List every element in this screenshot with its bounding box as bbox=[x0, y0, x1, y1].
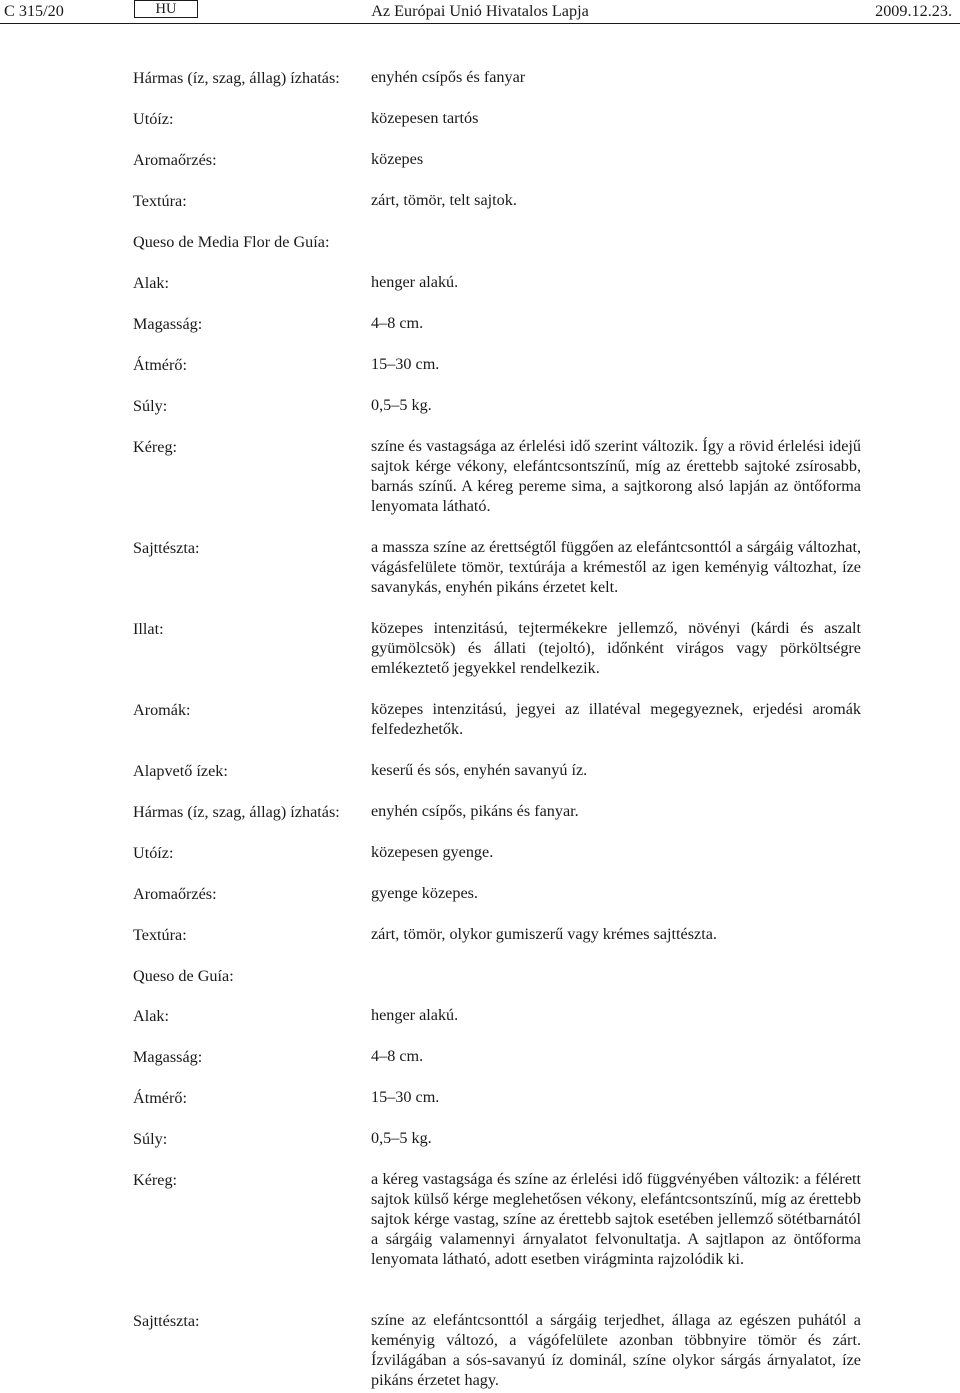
language-badge: HU bbox=[134, 0, 198, 18]
spec-label: Utóíz: bbox=[133, 844, 174, 862]
spec-value: henger alakú. bbox=[371, 1006, 459, 1024]
spec-label: Aromák: bbox=[133, 701, 191, 719]
spec-label: Kéreg: bbox=[133, 438, 178, 456]
spec-value: keserű és sós, enyhén savanyú íz. bbox=[371, 761, 588, 779]
spec-value: enyhén csípős, pikáns és fanyar. bbox=[371, 802, 579, 820]
spec-value: 4–8 cm. bbox=[371, 1047, 424, 1065]
spec-label: Aromaőrzés: bbox=[133, 885, 217, 903]
spec-value: a kéreg vastagsága és színe az érlelési idő függvényében változik: a félérett sajtok külső kérge meglehetősen vékony, elefántcsontszínű, míg az érettebb sajtok kérge vastag, színe az érettebb sajtok esetében jellemző sötétbarnától a sárgáig valamennyi árnyalatot felvonultatja. A sajtlapon az öntőforma lenyomata látható, adott esetben virágminta rajzolódik ki. bbox=[371, 1170, 861, 1268]
spec-label: Magasság: bbox=[133, 315, 203, 333]
spec-label: Sajttészta: bbox=[133, 1312, 200, 1330]
spec-value: 0,5–5 kg. bbox=[371, 1129, 432, 1147]
spec-value: színe és vastagsága az érlelési idő szerint változik. Így a rövid érlelési idejű sajtok kérge vékony, elefántcsontszínű, míg az érettebb sajtoké zsírosabb, barnás színű. A kéreg pereme sima, a sajtkorong alsó lapján az öntőforma lenyomata látható. bbox=[371, 437, 861, 515]
spec-label: Utóíz: bbox=[133, 110, 174, 128]
spec-value: 4–8 cm. bbox=[371, 314, 424, 332]
spec-value: henger alakú. bbox=[371, 273, 459, 291]
spec-value: 15–30 cm. bbox=[371, 355, 440, 373]
spec-label: Kéreg: bbox=[133, 1171, 178, 1189]
spec-label: Alak: bbox=[133, 274, 169, 292]
spec-label: Magasság: bbox=[133, 1048, 203, 1066]
publication-date: 2009.12.23. bbox=[875, 2, 952, 20]
spec-value: közepes intenzitású, tejtermékekre jellemző, növényi (kárdi és aszalt gyümölcsök) és állati (tejoltó), időnként virágos vagy pörköltségre emlékeztető jegyekkel rendelkezik. bbox=[371, 619, 861, 677]
spec-value: a massza színe az érettségtől függően az elefántcsonttól a sárgáig változhat, vágásfelülete tömör, textúrája a krémestől az igen keményig változhat, íze savanykás, enyhén pikáns érzetet kelt. bbox=[371, 538, 861, 596]
spec-value: 0,5–5 kg. bbox=[371, 396, 432, 414]
journal-title: Az Európai Unió Hivatalos Lapja bbox=[371, 2, 589, 20]
section-heading: Queso de Media Flor de Guía: bbox=[133, 233, 330, 251]
spec-label: Hármas (íz, szag, állag) ízhatás: bbox=[133, 69, 340, 87]
spec-label: Textúra: bbox=[133, 192, 187, 210]
spec-label: Sajttészta: bbox=[133, 539, 200, 557]
section-heading: Queso de Guía: bbox=[133, 967, 234, 985]
spec-label: Textúra: bbox=[133, 926, 187, 944]
spec-value: közepes bbox=[371, 150, 424, 168]
spec-label: Átmérő: bbox=[133, 1089, 187, 1107]
spec-value: közepesen gyenge. bbox=[371, 843, 494, 861]
spec-value: közepesen tartós bbox=[371, 109, 479, 127]
spec-value: enyhén csípős és fanyar bbox=[371, 68, 526, 86]
spec-label: Alapvető ízek: bbox=[133, 762, 228, 780]
spec-value: zárt, tömör, telt sajtok. bbox=[371, 191, 517, 209]
spec-label: Átmérő: bbox=[133, 356, 187, 374]
spec-value: 15–30 cm. bbox=[371, 1088, 440, 1106]
spec-label: Súly: bbox=[133, 1130, 168, 1148]
spec-value: zárt, tömör, olykor gumiszerű vagy krémes sajttészta. bbox=[371, 925, 717, 943]
spec-label: Illat: bbox=[133, 620, 164, 638]
spec-value: közepes intenzitású, jegyei az illatéval megegyeznek, erjedési aromák felfedezhetők. bbox=[371, 700, 861, 738]
page-header bbox=[0, 0, 960, 24]
spec-value: gyenge közepes. bbox=[371, 884, 478, 902]
spec-label: Hármas (íz, szag, állag) ízhatás: bbox=[133, 803, 340, 821]
spec-label: Aromaőrzés: bbox=[133, 151, 217, 169]
page-reference: C 315/20 bbox=[4, 2, 64, 20]
header-divider bbox=[0, 23, 960, 24]
spec-value: színe az elefántcsonttól a sárgáig terjedhet, állaga az egészen puhától a keményig változó, a vágófelülete azonban többnyire tömör és zárt. Ízvilágában a sós-savanyú íz dominál, színe olykor sárgás árnyalatot, íze pikáns érzetet hagy. bbox=[371, 1311, 861, 1389]
spec-label: Alak: bbox=[133, 1007, 169, 1025]
spec-label: Súly: bbox=[133, 397, 168, 415]
